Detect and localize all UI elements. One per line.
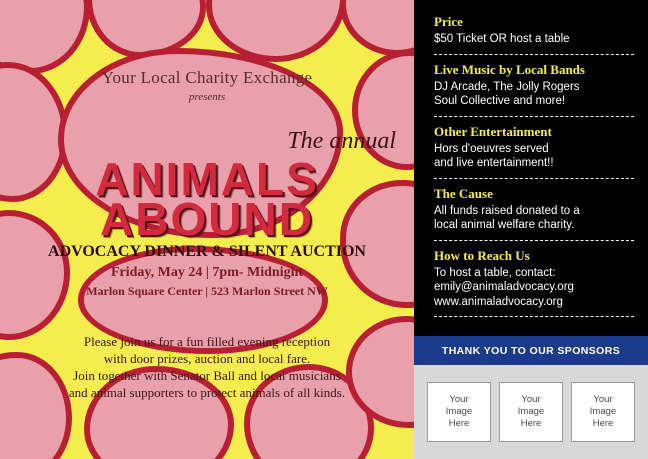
image-placeholder-line: Image <box>589 406 617 417</box>
event-description-line: with door prizes, auction and local fare. <box>103 351 311 366</box>
info-line: and live entertainment!! <box>434 157 554 169</box>
info-heading: How to Reach Us <box>434 247 530 263</box>
presents-label: presents <box>188 91 226 103</box>
sponsor-banner-text: THANK YOU TO OUR SPONSORS <box>441 344 621 357</box>
sponsor-banner <box>414 336 648 365</box>
info-block-other-entertainment <box>414 124 648 171</box>
flyer-right-panel <box>414 0 648 459</box>
event-title-line2: ABOUND <box>100 193 314 245</box>
info-block-the-cause <box>414 186 648 233</box>
contact-email[interactable]: emily@animaladvocacy.org <box>434 281 574 293</box>
event-description-line: Join together with Senator Ball and local musicians <box>73 368 341 383</box>
info-block-price <box>414 14 648 47</box>
image-placeholder-line: Your <box>593 394 613 405</box>
organization-name: Your Local Charity Exchange <box>101 68 313 87</box>
info-heading: The Cause <box>434 185 493 201</box>
the-annual-label: The annual <box>287 128 396 154</box>
info-heading: Other Entertainment <box>434 123 552 139</box>
event-title-line1: ANIMALS <box>95 153 319 205</box>
image-placeholder-line: Your <box>449 394 469 405</box>
info-line: All funds raised donated to a <box>434 204 580 217</box>
divider <box>434 240 634 241</box>
info-line: Hors d'oeuvres served <box>434 142 549 155</box>
event-subtitle: ADVOCACY DINNER & SILENT AUCTION <box>48 243 366 260</box>
divider <box>434 178 634 179</box>
event-venue: Marlon Square Center | 523 Marlon Street NW <box>86 284 328 298</box>
image-placeholder-line: Image <box>517 406 545 417</box>
divider <box>434 116 634 117</box>
contact-website[interactable]: www.animaladvocacy.org <box>434 295 563 308</box>
info-line: local animal welfare charity. <box>434 219 575 231</box>
divider <box>434 54 634 55</box>
image-placeholder[interactable] <box>571 382 635 442</box>
info-line: Soul Collective and more! <box>434 95 566 107</box>
info-line: DJ Arcade, The Jolly Rogers <box>434 80 580 93</box>
info-block-how-to-reach-us <box>414 248 648 310</box>
image-placeholder-line: Here <box>592 418 614 429</box>
event-datetime: Friday, May 24 | 7pm- Midnight <box>110 265 304 280</box>
image-placeholder-line: Your <box>521 394 541 405</box>
info-block-live-music <box>414 62 648 109</box>
info-list <box>414 0 648 324</box>
image-placeholder-line: Image <box>445 406 473 417</box>
info-heading: Live Music by Local Bands <box>434 61 585 77</box>
image-placeholder-line: Here <box>448 418 470 429</box>
info-line: To host a table, contact: <box>434 266 556 279</box>
divider <box>434 316 634 317</box>
image-placeholder[interactable] <box>499 382 563 442</box>
info-line: $50 Ticket OR host a table <box>434 33 570 45</box>
event-description-line: Please join us for a fun filled evening reception <box>83 334 331 349</box>
sponsor-logo-area <box>414 365 648 459</box>
info-heading: Price <box>434 14 463 29</box>
image-placeholder-line: Here <box>520 418 542 429</box>
image-placeholder[interactable] <box>427 382 491 442</box>
event-description-line: and animal supporters to protect animals of all kinds. <box>68 385 346 400</box>
event-description <box>30 333 384 401</box>
